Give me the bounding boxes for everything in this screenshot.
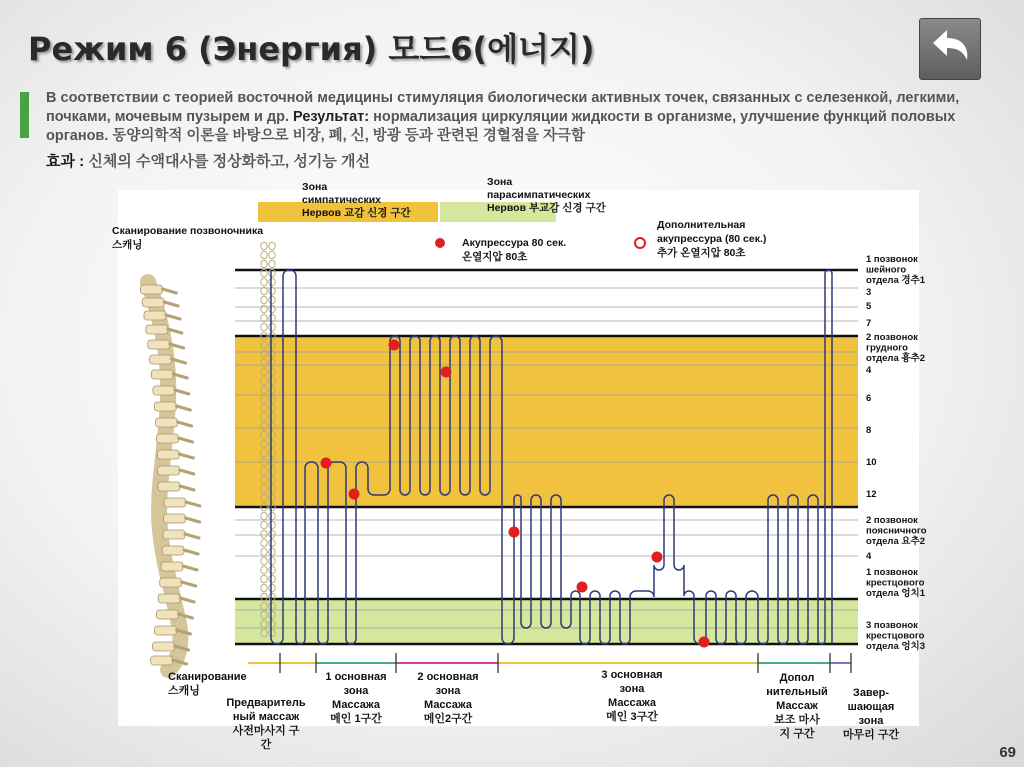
vertebra-shape — [150, 355, 172, 364]
vertebra-shape — [158, 482, 180, 491]
vertebra-process — [176, 406, 190, 410]
vertebra-label: 4 — [866, 551, 872, 562]
vertebra-shape — [162, 546, 184, 555]
scan-bead — [261, 242, 267, 250]
vertebra-shape — [142, 298, 164, 307]
vertebra-shape — [161, 562, 183, 571]
acupressure-point — [441, 367, 452, 378]
vertebra-process — [175, 390, 189, 394]
acupressure-point — [389, 340, 400, 351]
vertebra-shape — [151, 370, 173, 379]
effect-line — [46, 150, 370, 171]
acupressure-point — [349, 489, 360, 500]
scan-bead — [269, 584, 275, 592]
vertebra-shape — [153, 386, 175, 395]
vertebra-label: 6 — [866, 393, 872, 404]
section-label: 3 основная зона Массажа 메인 3구간 — [601, 669, 663, 723]
section-label: Завер-шающая зона 마무리 구간 — [842, 687, 900, 741]
back-arrow-icon — [920, 19, 980, 79]
vertebra-label: 1 позвонок шейного отдела 경추1 — [866, 254, 926, 286]
scan-bead — [261, 251, 267, 259]
effect-label: 효과 — [46, 153, 75, 170]
vertebra-label: 3 позвонок крестцового отдела 엉치3 — [866, 620, 926, 652]
acupressure-point — [699, 637, 710, 648]
vertebra-shape — [140, 285, 162, 294]
vertebra-label: 5 — [866, 301, 872, 312]
vertebra-shape — [148, 340, 170, 349]
vertebra-process — [179, 438, 193, 442]
vertebra-shape — [155, 626, 177, 635]
section-label: Допол нительный Массаж 보조 마사 지 구간 — [766, 672, 828, 740]
legend-additional-dot — [635, 238, 645, 248]
scan-bead — [269, 575, 275, 583]
back-button[interactable] — [919, 18, 981, 80]
vertebra-label: 12 — [866, 489, 877, 500]
vertebra-process — [180, 470, 194, 474]
scan-bead — [261, 584, 267, 592]
vertebra-shape — [156, 610, 178, 619]
scan-bead — [261, 278, 267, 286]
vertebra-process — [183, 566, 197, 570]
scan-bead — [261, 260, 267, 268]
vertebra-label: 2 позвонок поясничного отдела 요추2 — [866, 515, 927, 547]
legend-sympathetic-text: Зона симпатических Нервов 교감 신경 구간 — [302, 181, 411, 219]
vertebra-process — [164, 302, 178, 306]
result-label: Результат: — [293, 109, 370, 125]
scan-bead — [269, 251, 275, 259]
scan-bead — [269, 305, 275, 313]
scan-bead — [261, 521, 267, 529]
vertebra-label: 10 — [866, 457, 877, 468]
vertebra-shape — [146, 325, 168, 334]
scan-bead — [269, 512, 275, 520]
scan-bead — [261, 548, 267, 556]
massage-diagram — [112, 176, 927, 751]
vertebra-shape — [153, 642, 175, 651]
vertebra-shape — [158, 594, 180, 603]
legend-acupressure-text: Акупрессура 80 сек. 온열지압 80초 — [462, 237, 567, 263]
scan-bead — [261, 539, 267, 547]
scan-bead — [269, 323, 275, 331]
vertebra-process — [186, 502, 200, 506]
vertebra-process — [166, 315, 180, 319]
scan-bead — [269, 557, 275, 565]
vertebra-process — [184, 550, 198, 554]
description-text: В соответствии с теорией восточной медицины стимуляция биологически активных точек, связанных с селезенкой, легкими, почками, мочевым пузырем и др. — [46, 90, 960, 125]
legend-additional-text: Дополнительная акупрессура (80 сек.) 추가 온열지압 80초 — [657, 219, 767, 259]
vertebra-label: 1 позвонок крестцового отдела 엉치1 — [866, 567, 926, 599]
acupressure-point — [509, 527, 520, 538]
scan-bead — [269, 548, 275, 556]
vertebra-shape — [164, 498, 186, 507]
vertebra-process — [180, 598, 194, 602]
description — [46, 89, 1008, 146]
result-text: нормализация циркуляции жидкости в организме, улучшение функций половых органов. — [46, 109, 956, 144]
vertebra-shape — [144, 311, 166, 320]
vertebra-process — [185, 534, 199, 538]
vertebra-shape — [156, 418, 178, 427]
vertebra-label: 2 позвонок грудного отдела 흉추2 — [866, 332, 926, 364]
acupressure-point — [652, 552, 663, 563]
vertebra-process — [178, 422, 192, 426]
page-number: 69 — [999, 744, 1016, 761]
scan-bead — [261, 296, 267, 304]
vertebra-process — [162, 289, 176, 293]
vertebra-process — [186, 518, 200, 522]
vertebra-shape — [157, 450, 179, 459]
vertebra-process — [182, 582, 196, 586]
accent-bar — [20, 92, 29, 138]
vertebra-shape — [160, 578, 182, 587]
scan-bead — [261, 566, 267, 574]
spine-scan-top-label: Сканирование позвоночника 스캐닝 — [112, 225, 264, 251]
effect-colon: : — [74, 153, 89, 170]
page-title: Режим 6 (Энергия) 모드6(에너지) — [28, 30, 595, 68]
acupressure-point — [321, 458, 332, 469]
section-label: Предваритель ный массаж 사전마사지 구 간 — [226, 697, 306, 751]
vertebra-shape — [151, 656, 173, 665]
section-label: Сканирование 스캐닝 — [168, 671, 247, 697]
scan-bead — [261, 512, 267, 520]
scan-bead — [261, 323, 267, 331]
vertebra-label: 8 — [866, 425, 872, 436]
scan-bead — [269, 566, 275, 574]
scan-bead — [261, 305, 267, 313]
diagram-panel — [112, 176, 927, 751]
scan-bead — [269, 530, 275, 538]
section-label: 2 основная зона Массажа 메인2구간 — [417, 671, 479, 725]
scan-bead — [269, 296, 275, 304]
vertebra-process — [180, 486, 194, 490]
scan-bead — [261, 530, 267, 538]
vertebra-shape — [157, 434, 179, 443]
vertebra-shape — [154, 402, 176, 411]
vertebra-process — [179, 454, 193, 458]
vertebra-label: 7 — [866, 318, 872, 329]
effect-text: 신체의 수액대사를 정상화하고, 성기능 개선 — [88, 153, 370, 170]
acupressure-point — [577, 582, 588, 593]
legend-parasympathetic-text: Зона парасимпатических Нервов 부교감 신경 구간 — [487, 176, 606, 214]
description-korean: 동양의학적 이론을 바탕으로 비장, 폐, 신, 방광 등과 관련된 경혈점을 자극함 — [112, 128, 585, 144]
scan-bead — [269, 260, 275, 268]
scan-bead — [261, 575, 267, 583]
section-label: 1 основная зона Массажа 메인 1구간 — [325, 671, 387, 725]
vertebra-label: 4 — [866, 365, 872, 376]
vertebra-shape — [158, 466, 180, 475]
scan-bead — [269, 539, 275, 547]
scan-bead — [269, 242, 275, 250]
vertebra-label: 3 — [866, 287, 872, 298]
vertebra-shape — [164, 514, 186, 523]
scan-bead — [269, 521, 275, 529]
legend-acupressure-dot — [435, 238, 445, 248]
scan-bead — [261, 557, 267, 565]
vertebra-shape — [163, 530, 185, 539]
scan-bead — [269, 278, 275, 286]
